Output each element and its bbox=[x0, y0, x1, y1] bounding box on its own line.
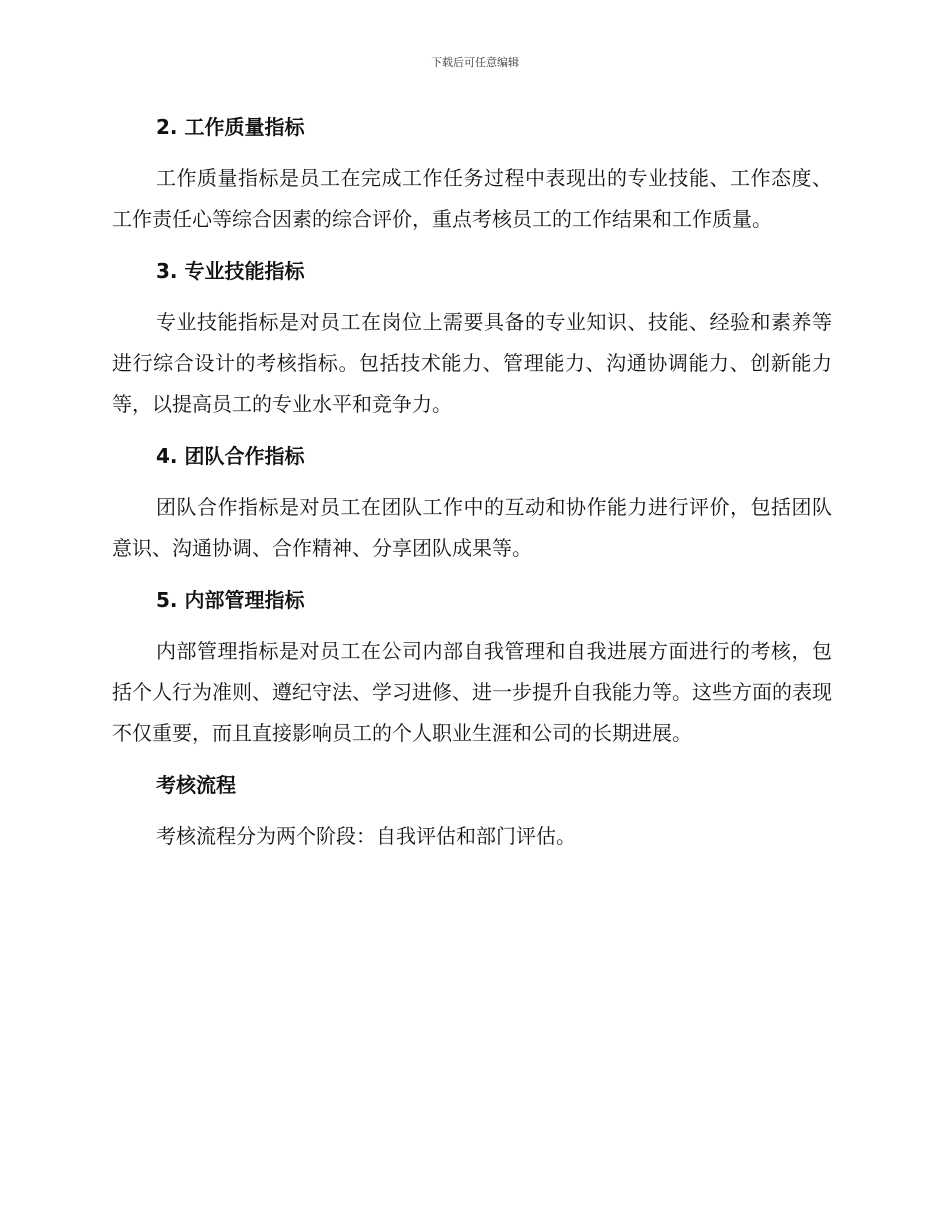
section-professional-skills bbox=[112, 252, 832, 425]
page-header-note: 下载后可任意编辑 bbox=[431, 56, 519, 69]
document-content bbox=[112, 108, 832, 869]
section-heading: 5. 内部管理指标 bbox=[156, 588, 305, 612]
section-internal-management bbox=[112, 581, 832, 754]
section-heading: 3. 专业技能指标 bbox=[156, 259, 305, 283]
section-teamwork bbox=[112, 437, 832, 569]
section-paragraph: 考核流程分为两个阶段：自我评估和部门评估。 bbox=[156, 824, 576, 848]
section-paragraph: 团队合作指标是对员工在团队工作中的互动和协作能力进行评价，包括团队意识、沟通协调、合作精神、分享团队成果等。 bbox=[112, 495, 832, 560]
section-assessment-process bbox=[112, 766, 832, 857]
section-paragraph: 专业技能指标是对员工在岗位上需要具备的专业知识、技能、经验和素养等进行综合设计的考核指标。包括技术能力、管理能力、沟通协调能力、创新能力等，以提高员工的专业水平和竞争力。 bbox=[112, 310, 832, 416]
section-paragraph: 内部管理指标是对员工在公司内部自我管理和自我进展方面进行的考核，包括个人行为准则、遵纪守法、学习进修、进一步提升自我能力等。这些方面的表现不仅重要，而且直接影响员工的个人职业生涯和公司的长期进展。 bbox=[112, 639, 832, 745]
section-work-quality bbox=[112, 108, 832, 240]
section-heading: 2. 工作质量指标 bbox=[156, 115, 305, 139]
section-heading: 4. 团队合作指标 bbox=[156, 444, 305, 468]
section-paragraph: 工作质量指标是员工在完成工作任务过程中表现出的专业技能、工作态度、工作责任心等综合因素的综合评价，重点考核员工的工作结果和工作质量。 bbox=[112, 166, 832, 231]
section-heading: 考核流程 bbox=[156, 773, 236, 797]
